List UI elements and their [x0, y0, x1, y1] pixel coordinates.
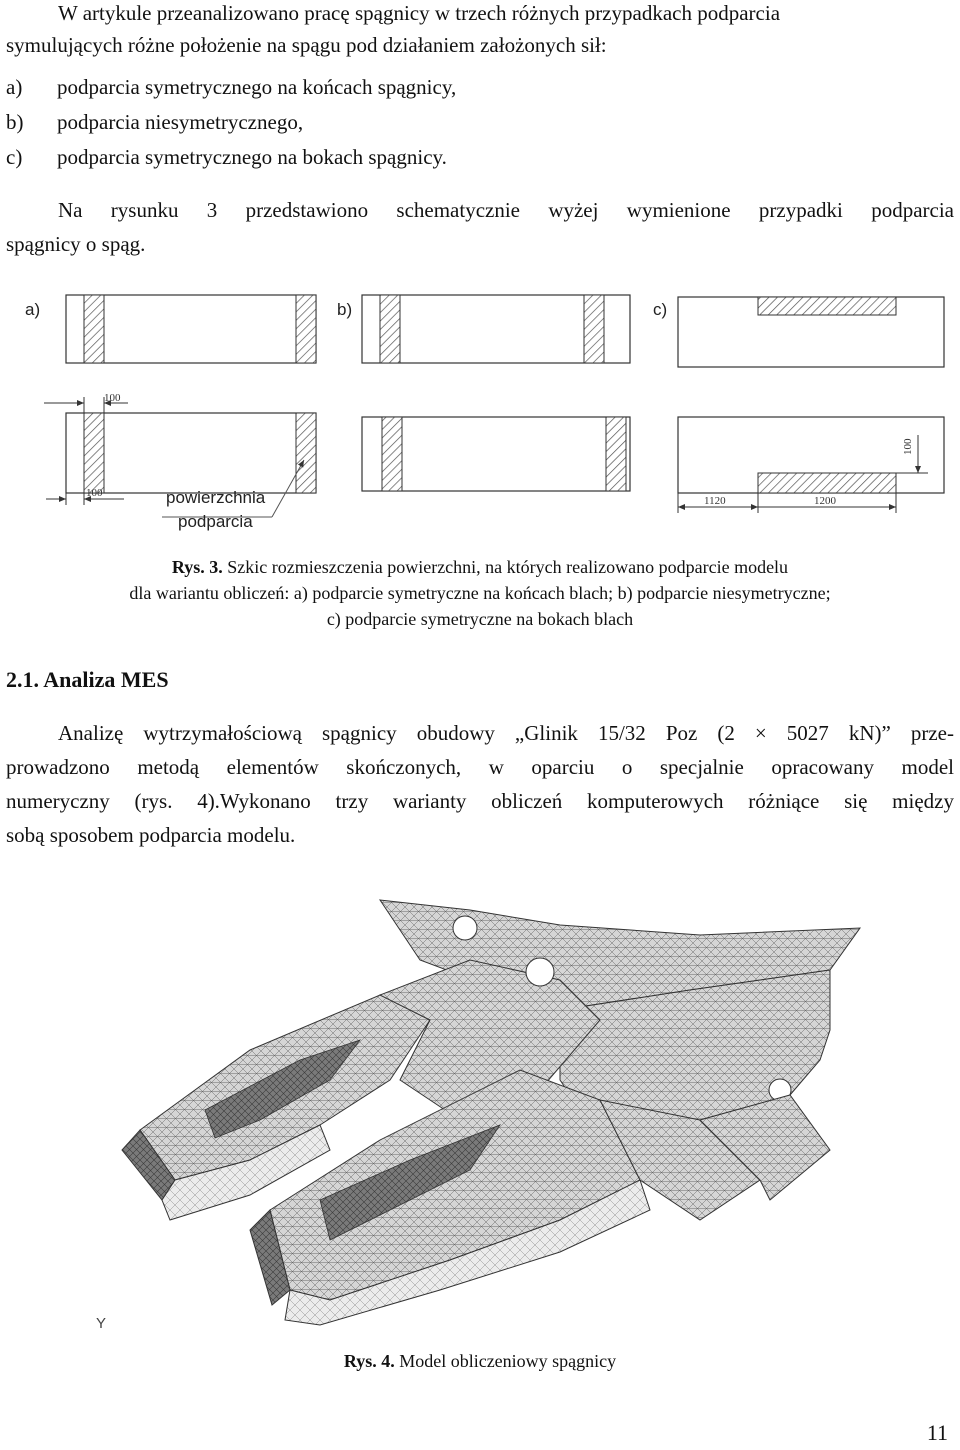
- callout-label-line-2: podparcia: [178, 512, 253, 531]
- fig3-intro-paragraph: [6, 193, 954, 261]
- case-b-bottom-view: [362, 417, 630, 491]
- fig3-intro-line-2: spągnicy o spąg.: [6, 232, 146, 256]
- figure-4-caption-prefix: Rys. 4.: [343, 1351, 395, 1371]
- dimension-1120: 1120: [704, 495, 726, 507]
- callout-label-line-1: powierzchnia: [166, 488, 266, 507]
- list-item-text: podparcia niesymetrycznego,: [57, 110, 304, 134]
- list-item: [6, 140, 456, 175]
- section-paragraph: [6, 716, 954, 852]
- dimension-bottom-a: 100: [86, 487, 103, 499]
- section-paragraph-line-1: Analizę wytrzymałościową spągnicy obudowy „Glinik 15/32 Poz (2 × 5027 kN)” prze-: [58, 721, 954, 745]
- figure-3-schematic: [0, 285, 960, 545]
- list-item-text: podparcia symetrycznego na bokach spągnicy.: [57, 145, 447, 169]
- list-item-label: b): [6, 110, 24, 134]
- list-item-label: c): [6, 145, 23, 169]
- list-item: [6, 105, 456, 140]
- figure-3-label-a: a): [25, 300, 41, 319]
- figure-3-caption: [0, 554, 960, 632]
- intro-line-2: symulujących różne położenie na spągu pod działaniem założonych sił:: [6, 33, 607, 57]
- figure-4-fem-model: [0, 880, 960, 1340]
- page-number: 11: [926, 1420, 948, 1445]
- list-item-label: a): [6, 75, 23, 99]
- case-b-top-view: [362, 295, 630, 363]
- case-a-top-view: [66, 295, 316, 363]
- figure-3-label-b: b): [337, 300, 353, 319]
- figure-3-caption-line-1: [0, 554, 960, 580]
- section-paragraph-line-3: numeryczny (rys. 4).Wykonano trzy warianty obliczeń komputerowych różniące się między: [6, 789, 954, 813]
- dimension-side-c: 100: [902, 438, 914, 455]
- list-item: [6, 70, 456, 105]
- figure-3-label-c: c): [653, 300, 668, 319]
- fig3-intro-line-1: Na rysunku 3 przedstawiono schematycznie wyżej wymienione przypadki podparcia: [58, 198, 954, 222]
- figure-3-caption-line-2: dla wariantu obliczeń: a) podparcie symetryczne na końcach blach; b) podparcie niesymetryczne;: [129, 583, 831, 603]
- section-paragraph-line-4: sobą sposobem podparcia modelu.: [6, 823, 296, 847]
- figure-3-caption-prefix: Rys. 3.: [171, 557, 223, 577]
- figure-4-caption: [0, 1348, 960, 1374]
- dimension-top-a: 100: [104, 392, 121, 404]
- figure-3-caption-line-3: c) podparcie symetryczne na bokach blach: [326, 609, 634, 629]
- figure-4-caption-text: Model obliczeniowy spągnicy: [394, 1351, 617, 1371]
- case-c-top-view: [678, 297, 944, 367]
- section-heading: 2.1. Analiza MES: [6, 667, 169, 692]
- intro-line-1: W artykule przeanalizowano pracę spągnicy w trzech różnych przypadkach podparcia: [58, 1, 781, 25]
- list-item-text: podparcia symetrycznego na końcach spągnicy,: [57, 75, 457, 99]
- section-paragraph-line-2: prowadzono metodą elementów skończonych, w oparciu o specjalnie opracowany model: [6, 755, 954, 779]
- cases-list: [6, 70, 456, 175]
- dimension-1200: 1200: [814, 495, 836, 507]
- axis-mark: Y: [96, 1315, 107, 1332]
- figure-3-caption-text: Szkic rozmieszczenia powierzchni, na których realizowano podparcie modelu: [222, 557, 789, 577]
